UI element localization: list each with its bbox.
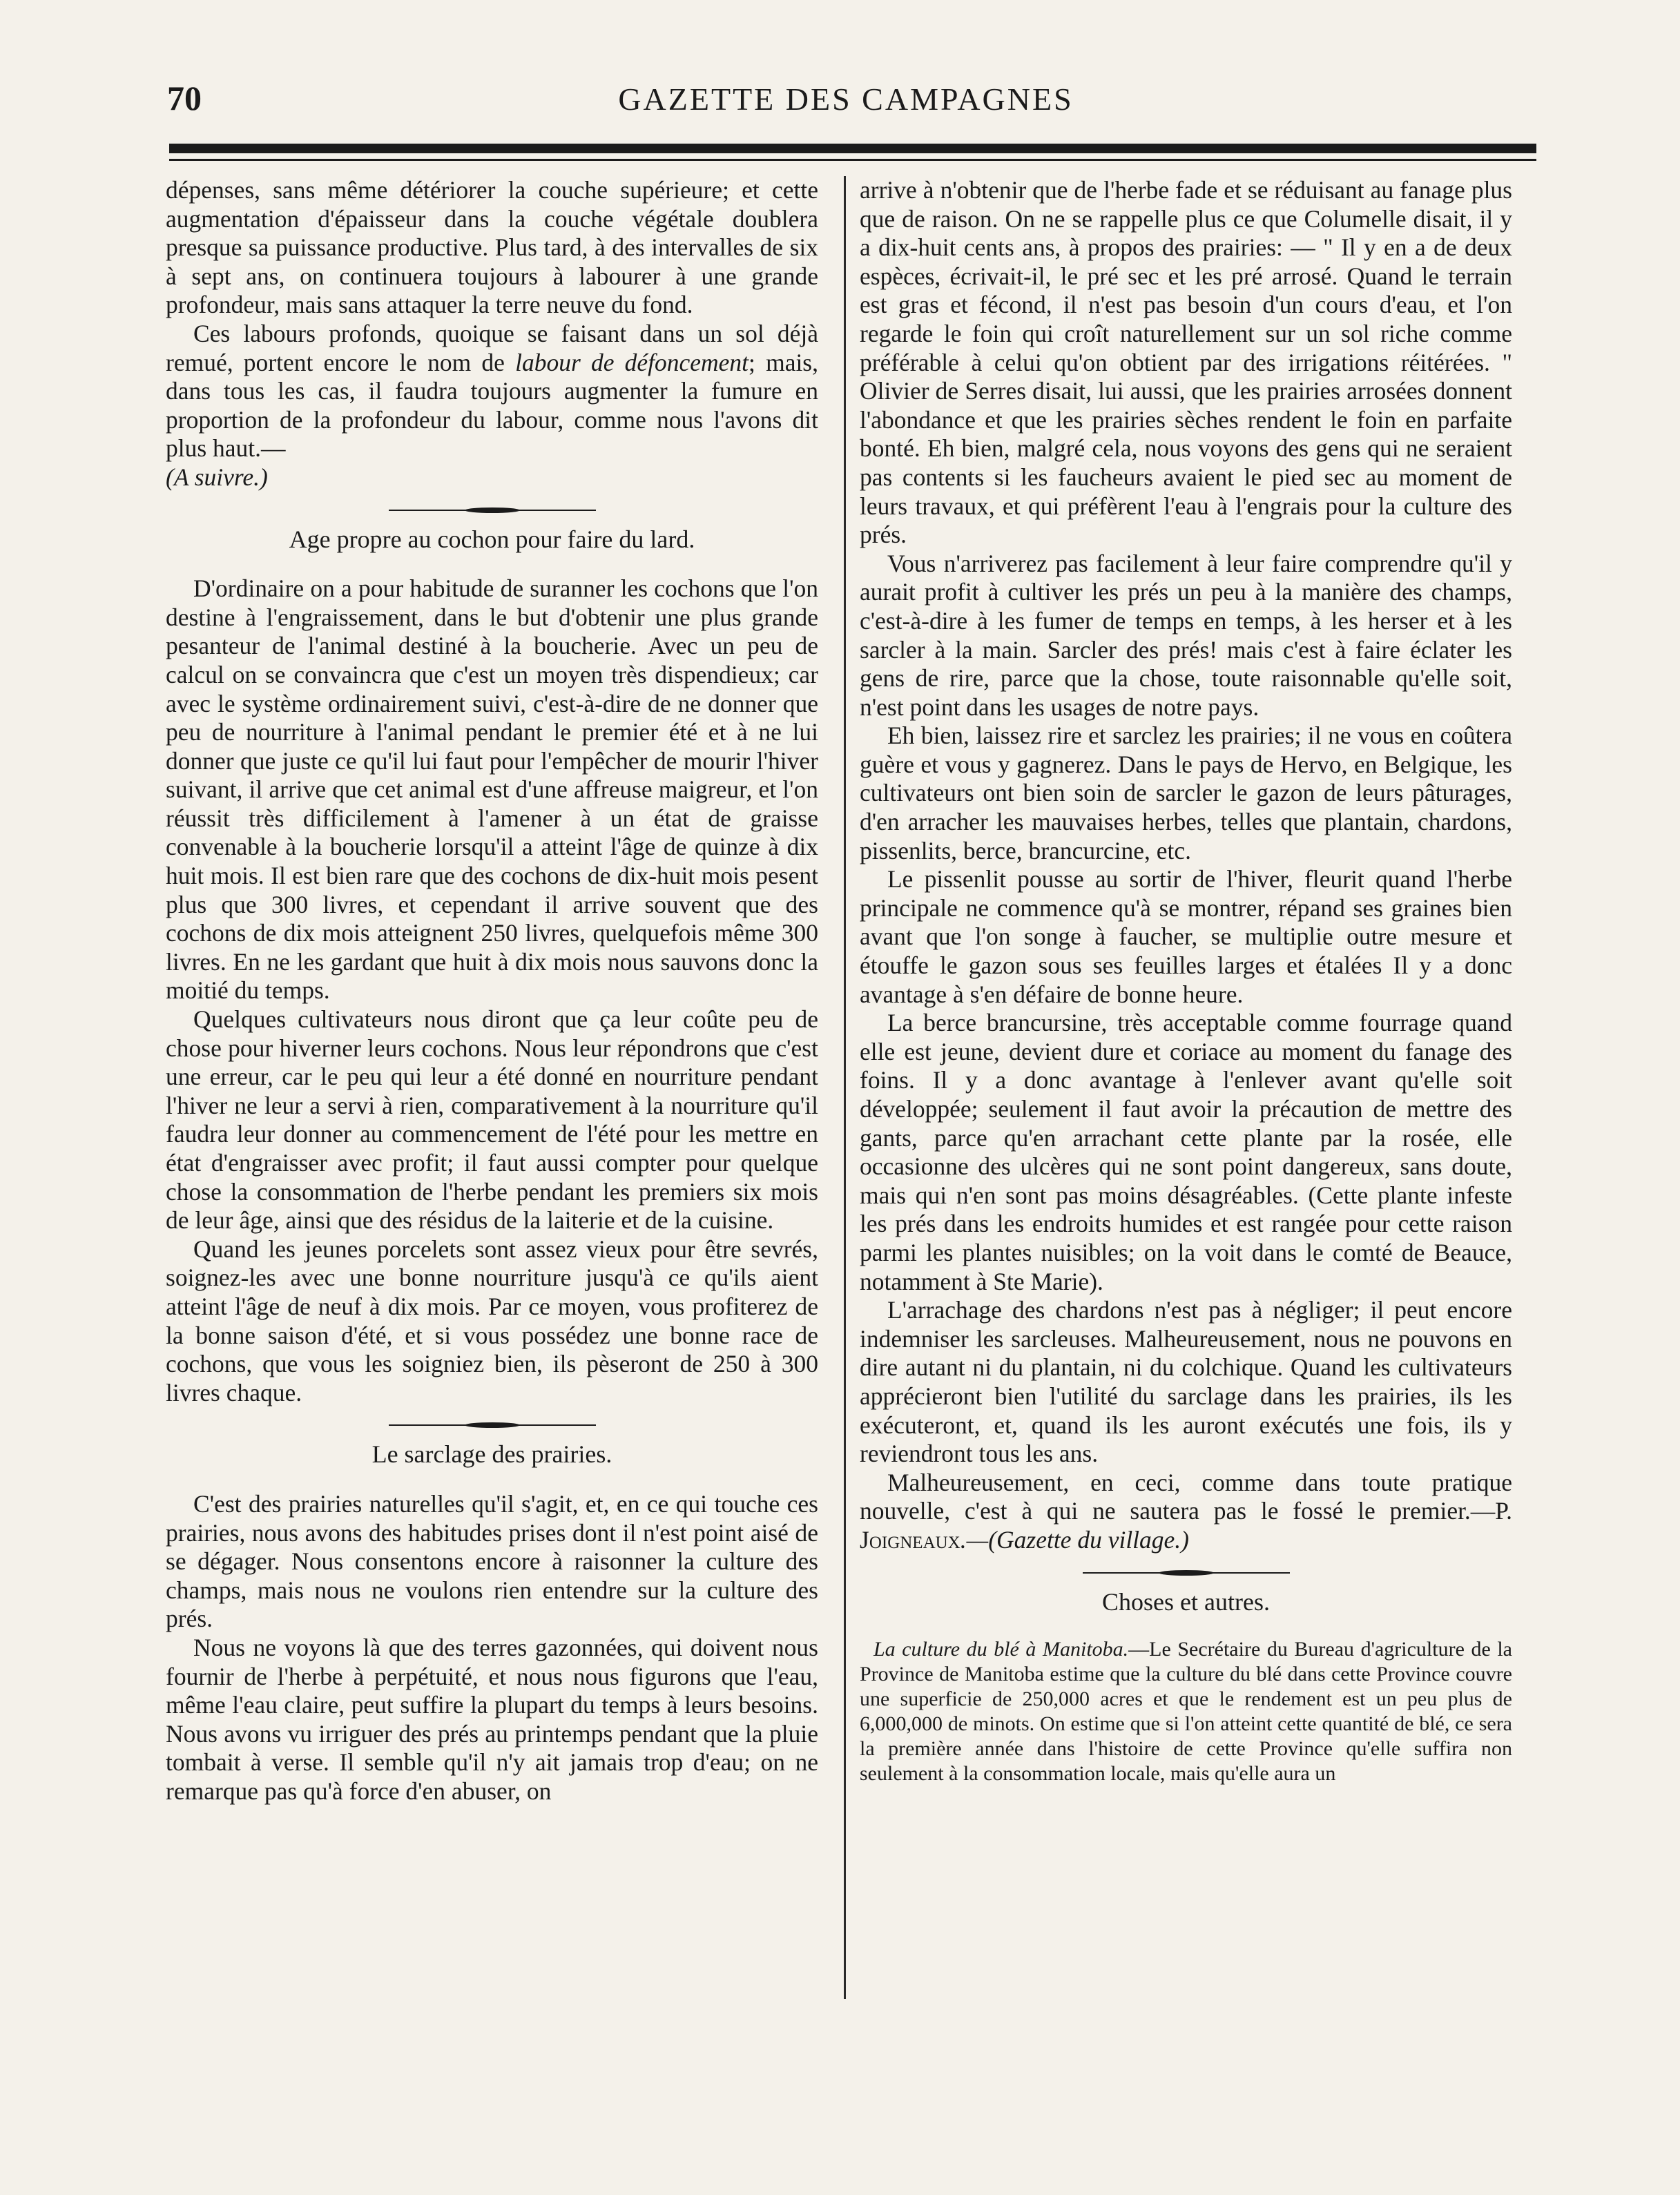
left-column — [166, 176, 818, 1806]
header-rule-thick — [169, 144, 1536, 153]
right-paragraph-1: arrive à n'obtenir que de l'herbe fade et se réduisant au fanage plus que de raison. On ne se rappelle plus ce que Columelle disait, il y a dix-huit cents ans, à propos des prairies: — " Il y en a de deux espèces, écrivait-il, le pré sec et les pré arrosé. Quand le terrain est gras et fécond, il n'est pas besoin d'un cours d'eau, et l'on regarde le foin qui croît naturellement sur un sol riche comme préférable à celui qu'on obtient par des irrigations réitérées. " Olivier de Serres disait, lui aussi, que les prairies arrosées donnent l'abondance et que les prairies sèches rendent le foin en parfaite bonté. Eh bien, malgré cela, nous voyons des gens qui ne seraient pas contents si les faucheurs avaient le pied sec au moment de leurs travaux, et qui préfèrent l'eau à l'engrais pour la culture des prés. — [860, 176, 1512, 549]
age-paragraph-2: Quelques cultivateurs nous diront que ça leur coûte peu de chose pour hiverner leurs cochons. Nous leur répondrons que c'est une erreur, car le peu qui leur a été donné en nourriture pendant l'hiver ne leur a servi à rien, comparativement à la nourriture qu'il faudra leur donner au commencement de l'été pour les mettre en état d'engraisser avec profit; il faut aussi compter pour quelque chose la consommation de l'herbe pendant les premiers six mois de leur âge, ainsi que des résidus de la laiterie et de la cuisine. — [166, 1005, 818, 1235]
section-separator — [389, 505, 596, 516]
sarclage-paragraph-2: Nous ne voyons là que des terres gazonnées, qui doivent nous fournir de l'herbe à perpétuité, et nous nous figurons que l'eau, même l'eau claire, peut suffire la plupart du temps à leurs besoins. Nous avons vu irriguer des prés au printemps pendant que la pluie tombait à verse. Il semble qu'il n'y ait jamais trop d'eau; on ne remarque pas qu'à force d'en abuser, on — [166, 1633, 818, 1805]
right-paragraph-3: Eh bien, laissez rire et sarclez les prairies; il ne vous en coûtera guère et vous y gagnerez. Dans le pays de Hervo, en Belgique, les cultivateurs ont bien soin de sarcler le gazon de leurs pâturages, d'en arracher les mauvaises herbes, telles que plantain, chardons, pissenlits, berce, brancurcine, etc. — [860, 722, 1512, 864]
right-paragraph-7 — [860, 1469, 1512, 1555]
section-title-age: Age propre au cochon pour faire du lard. — [289, 525, 695, 553]
labours-paragraph — [166, 320, 818, 492]
labours-term: labour de défoncement — [515, 348, 749, 376]
page-number: 70 — [167, 79, 202, 117]
source-citation: .—(Gazette du village.) — [960, 1525, 1190, 1554]
page-header — [159, 72, 1533, 121]
header-rule-thin — [169, 159, 1536, 161]
section-title-sarclage: Le sarclage des prairies. — [371, 1440, 612, 1469]
age-paragraph-1: D'ordinaire on a pour habitude de suranner les cochons que l'on destine à l'engraissement, dans le but d'obtenir une plus grande pesanteur de l'animal destiné à la boucherie. Avec un peu de calcul on se convaincra que c'est un moyen très dispendieux; car avec le système ordinairement suivi, c'est-à-dire de ne donner que peu de nourriture à l'animal pendant le premier été et à ne lui donner que juste ce qu'il lui faut pour l'empêcher de mourir l'hiver suivant, il arrive que cet animal est d'une affreuse maigreur, et l'on réussit très difficilement à l'amener à un état de graisse convenable à la boucherie lorsqu'il a atteint l'âge de quinze à dix huit mois. Il est bien rare que des cochons de dix-huit mois pesent plus que 300 livres, et cependant il arrive souvent que des cochons de dix mois atteignent 250 livres, quelquefois même 300 livres. En ne les gardant que huit à dix mois nous sauvons donc la moitié du temps. — [166, 574, 818, 1005]
right-column — [860, 176, 1512, 1786]
closing-text: Malheureusement, en ceci, comme dans toute pratique nouvelle, c'est à qui ne sautera pas le fossé le premier.—P. — [860, 1468, 1512, 1525]
note-text: —Le Secrétaire du Bureau d'agriculture de la Province de Manitoba estime que la culture du blé dans cette Province couvre une superficie de 250,000 acres et que le rendement est un peu plus de 6,000,000 de minots. On estime que si l'on atteint cette quantité de blé, ce sera la première année dans l'histoire de cette Province qu'elle suffira non seulement à la consommation locale, mais qu'elle aura un — [860, 1638, 1512, 1786]
right-paragraph-6: L'arrachage des chardons n'est pas à négliger; il peut encore indemniser les sarcleuses. Malheureusement, nous ne pouvons en dire autant ni du plantain, ni du colchique. Quand les cultivateurs apprécieront bien l'utilité du sarclage dans les prairies, ils les exécuteront, et, quand ils les auront exécutés une fois, ils y reviendront tous les ans. — [860, 1296, 1512, 1468]
labours-text-pre: Ces labours profonds, quoique se faisant dans un sol déjà remué, portent encore le nom de — [166, 319, 818, 376]
section-title-choses: Choses et autres. — [1102, 1587, 1270, 1616]
a-suivre-note: (A suivre.) — [166, 463, 268, 491]
journal-title: GAZETTE DES CAMPAGNES — [618, 81, 1074, 117]
note-title: La culture du blé à Manitoba. — [873, 1638, 1129, 1661]
author-name: Joigneaux — [860, 1525, 960, 1554]
section-separator — [1083, 1567, 1290, 1578]
sarclage-paragraph-1: C'est des prairies naturelles qu'il s'agit, et, en ce qui touche ces prairies, nous avons des habitudes prises dont il n'est point aisé de se dégager. Nous consentons encore à raisonner la culture des champs, mais nous ne voulons rien entendre sur la culture des prés. — [166, 1489, 818, 1633]
labours-text-post: ; mais, dans tous les cas, il faudra toujours augmenter la fumure en proportion de la profondeur du labour, comme nous l'avons dit plus haut.— — [166, 348, 819, 463]
age-paragraph-3: Quand les jeunes porcelets sont assez vieux pour être sevrés, soignez-les avec une bonne nourriture jusqu'à ce qu'ils aient atteint l'âge de neuf à dix mois. Par ce moyen, vous profiterez de la bonne saison d'été, et si vous possédez une bonne race de cochons, que vous les soigniez bien, ils pèseront de 250 à 300 livres chaque. — [166, 1235, 818, 1406]
note-manitoba — [860, 1637, 1512, 1786]
intro-paragraph: dépenses, sans même détériorer la couche supérieure; et cette augmentation d'épaisseur dans la couche végétale doublera presque sa puissance productive. Plus tard, à des intervalles de six à sept ans, on continuera toujours à labourer à une grande profondeur, mais sans attaquer la terre neuve du fond. — [166, 176, 818, 319]
section-separator — [389, 1420, 596, 1431]
column-divider — [844, 176, 846, 1999]
news-notes — [860, 1637, 1512, 1786]
right-paragraph-2: Vous n'arriverez pas facilement à leur faire comprendre qu'il y aurait profit à cultiver les prés un peu à la manière des champs, c'est-à-dire à les fumer de temps en temps, à les herser et à les sarcler à la main. Sarcler des prés! mais c'est à faire éclater les gens de rire, parce que la chose, toute raisonnable qu'elle soit, n'est point dans les usages de notre pays. — [860, 549, 1512, 721]
right-paragraph-4: Le pissenlit pousse au sortir de l'hiver, fleurit quand l'herbe principale ne commence qu'à se montrer, répand ses graines bien avant que l'on songe à faucher, se multiplie outre mesure et étouffe le gazon sous ses feuilles larges et étalées Il y a donc avantage à s'en défaire de bonne heure. — [860, 865, 1512, 1008]
right-paragraph-5: La berce brancursine, très acceptable comme fourrage quand elle est jeune, devient dure et coriace au moment du fanage des foins. Il y a donc avantage à l'enlever avant qu'elle soit développée; seulement il faut avoir la précaution de mettre des gants, parce qu'en arrachant cette plante par la rosée, elle occasionne des ulcères qui ne sont point dangereux, sans doute, mais qui n'en sont pas moins désagréables. (Cette plante infeste les prés dans les endroits humides et est rangée pour cette raison parmi les plantes nuisibles; on la voit dans le comté de Beauce, notamment à Ste Marie). — [860, 1009, 1512, 1295]
